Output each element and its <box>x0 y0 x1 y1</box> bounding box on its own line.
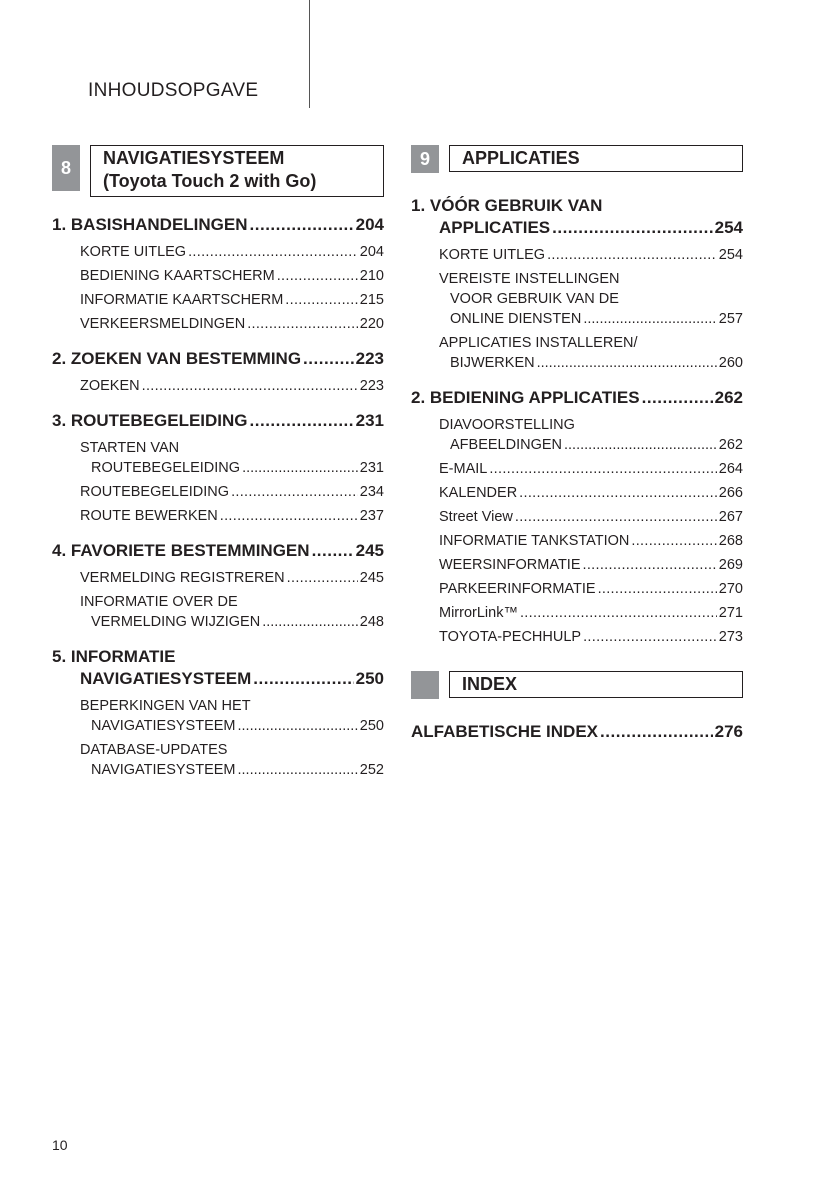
toc-chapter-basishandelingen[interactable] <box>52 214 384 236</box>
chapter-page: 245 <box>355 541 384 560</box>
page-number: 10 <box>52 1137 68 1153</box>
item-title: AFBEELDINGEN <box>450 437 562 453</box>
toc-chapter-zoeken-van-bestemming[interactable] <box>52 348 384 370</box>
item-page: 252 <box>359 762 384 778</box>
item-page: 257 <box>718 311 743 327</box>
toc-item-multiline[interactable] <box>439 333 743 373</box>
item-title: NAVIGATIESYSTEEM <box>91 762 236 778</box>
item-title-line1: INFORMATIE OVER DE <box>80 594 238 610</box>
item-page: 260 <box>718 355 743 371</box>
section-title-box[interactable] <box>449 145 743 172</box>
dot-leader <box>600 721 713 743</box>
dot-leader <box>242 458 358 478</box>
dot-leader <box>312 540 354 562</box>
section-number-badge: 9 <box>411 145 439 173</box>
item-title: ROUTEBEGELEIDING <box>91 460 241 476</box>
item-title-line1: VEREISTE INSTELLINGEN <box>439 271 620 287</box>
dot-leader <box>238 716 358 736</box>
toc-item-multiline[interactable] <box>80 592 384 632</box>
toc-column-left <box>52 145 384 780</box>
toc-chapter-informatie-navigatiesysteem[interactable] <box>52 646 384 690</box>
toc-chapter-alfabetische-index[interactable] <box>411 721 743 743</box>
toc-item[interactable] <box>439 627 743 647</box>
toc-item[interactable] <box>439 459 743 479</box>
chapter-page: 254 <box>714 218 743 237</box>
item-title-line1: DIAVOORSTELLING <box>439 417 575 433</box>
toc-item[interactable] <box>80 482 384 502</box>
item-title: E-MAIL <box>439 461 488 477</box>
dot-leader <box>598 579 717 599</box>
section-title: APPLICATIES <box>462 148 580 168</box>
toc-item-multiline[interactable] <box>439 415 743 455</box>
item-page: 245 <box>359 570 384 586</box>
item-title: BIJWERKEN <box>450 355 535 371</box>
item-page: 273 <box>718 629 743 645</box>
item-title: NAVIGATIESYSTEEM <box>91 718 236 734</box>
item-title: INFORMATIE KAARTSCHERM <box>80 292 284 308</box>
item-page: 271 <box>718 605 743 621</box>
chapter-title: ALFABETISCHE INDEX <box>411 722 599 741</box>
item-title: ROUTEBEGELEIDING <box>80 484 230 500</box>
chapter-title: 2. BEDIENING APPLICATIES <box>411 388 640 407</box>
chapter-title: 1. BASISHANDELINGEN <box>52 215 248 234</box>
section-number-badge-blank <box>411 671 439 699</box>
item-page: 231 <box>359 460 384 476</box>
dot-leader <box>262 612 358 632</box>
item-page: 210 <box>359 268 384 284</box>
dot-leader <box>220 506 358 526</box>
section-number-badge: 8 <box>52 145 80 191</box>
dot-leader <box>520 603 717 623</box>
toc-item-multiline[interactable] <box>80 438 384 478</box>
dot-leader <box>631 531 716 551</box>
toc-chapter-voor-gebruik-van-applicaties[interactable] <box>411 195 743 239</box>
dot-leader <box>515 507 717 527</box>
dot-leader <box>303 348 354 370</box>
chapter-title-line1: 5. INFORMATIE <box>52 647 176 666</box>
dot-leader <box>564 435 717 455</box>
toc-chapter-routebegeleiding[interactable] <box>52 410 384 432</box>
item-page: 266 <box>718 485 743 501</box>
section-title-line2: (Toyota Touch 2 with Go) <box>103 171 317 191</box>
chapter-page: 262 <box>714 388 743 407</box>
dot-leader <box>253 668 353 690</box>
item-page: 262 <box>718 437 743 453</box>
item-page: 268 <box>718 533 743 549</box>
toc-item[interactable] <box>439 555 743 575</box>
chapter-title: 3. ROUTEBEGELEIDING <box>52 411 248 430</box>
item-title: VERKEERSMELDINGEN <box>80 316 246 332</box>
item-title: KALENDER <box>439 485 518 501</box>
item-title: MirrorLink™ <box>439 605 518 621</box>
dot-leader <box>537 353 717 373</box>
item-title-line1: STARTEN VAN <box>80 440 180 456</box>
section-title-line1: NAVIGATIESYSTEEM <box>103 148 285 168</box>
page-title: INHOUDSOPGAVE <box>88 80 259 101</box>
chapter-title: 4. FAVORIETE BESTEMMINGEN <box>52 541 310 560</box>
section-header-9 <box>411 145 743 191</box>
item-page: 270 <box>718 581 743 597</box>
chapter-page: 223 <box>355 349 384 368</box>
item-page: 248 <box>359 614 384 630</box>
dot-leader <box>583 627 717 647</box>
toc-item-multiline[interactable] <box>80 740 384 780</box>
toc-item[interactable] <box>439 483 743 503</box>
item-title-line2: VOOR GEBRUIK VAN DE <box>450 291 619 307</box>
chapter-page: 250 <box>355 669 384 688</box>
toc-chapter-bediening-applicaties[interactable] <box>411 387 743 409</box>
item-title: VERMELDING REGISTREREN <box>80 570 285 586</box>
item-title: BEDIENING KAARTSCHERM <box>80 268 275 284</box>
header-divider-line <box>309 0 310 108</box>
item-page: 204 <box>359 244 384 260</box>
chapter-page: 276 <box>714 722 743 741</box>
dot-leader <box>231 482 358 502</box>
item-title-line1: BEPERKINGEN VAN HET <box>80 698 251 714</box>
toc-chapter-favoriete-bestemmingen[interactable] <box>52 540 384 562</box>
item-title: ONLINE DIENSTEN <box>450 311 582 327</box>
dot-leader <box>238 760 358 780</box>
item-page: 220 <box>359 316 384 332</box>
item-page: 254 <box>718 247 743 263</box>
toc-item[interactable] <box>439 603 743 623</box>
item-title-line1: DATABASE-UPDATES <box>80 742 228 758</box>
dot-leader <box>583 309 716 329</box>
item-title: ZOEKEN <box>80 378 140 394</box>
dot-leader <box>142 376 358 396</box>
item-page: 267 <box>718 509 743 525</box>
toc-item[interactable] <box>80 376 384 396</box>
dot-leader <box>250 410 354 432</box>
toc-item[interactable] <box>80 242 384 262</box>
section-header-8 <box>52 145 384 202</box>
item-title: Street View <box>439 509 513 525</box>
chapter-title: NAVIGATIESYSTEEM <box>80 669 252 688</box>
toc-column-right <box>411 145 743 743</box>
toc-item[interactable] <box>439 531 743 551</box>
dot-leader <box>247 314 358 334</box>
toc-item[interactable] <box>439 579 743 599</box>
dot-leader <box>250 214 354 236</box>
dot-leader <box>287 568 358 588</box>
item-page: 250 <box>359 718 384 734</box>
toc-item[interactable] <box>80 314 384 334</box>
section-title: INDEX <box>462 674 518 694</box>
item-title: WEERSINFORMATIE <box>439 557 581 573</box>
dot-leader <box>519 483 717 503</box>
item-page: 215 <box>359 292 384 308</box>
item-page: 264 <box>718 461 743 477</box>
dot-leader <box>489 459 716 479</box>
item-title: KORTE UITLEG <box>80 244 187 260</box>
item-title: INFORMATIE TANKSTATION <box>439 533 630 549</box>
toc-item[interactable] <box>80 290 384 310</box>
toc-item[interactable] <box>80 568 384 588</box>
item-page: 234 <box>359 484 384 500</box>
section-title-box[interactable] <box>449 671 743 698</box>
item-title: PARKEERINFORMATIE <box>439 581 596 597</box>
dot-leader <box>547 245 717 265</box>
chapter-page: 231 <box>355 411 384 430</box>
dot-leader <box>552 217 712 239</box>
chapter-page: 204 <box>355 215 384 234</box>
toc-item[interactable] <box>80 506 384 526</box>
toc-item[interactable] <box>80 266 384 286</box>
dot-leader <box>277 266 358 286</box>
item-page: 237 <box>359 508 384 524</box>
item-title: VERMELDING WIJZIGEN <box>91 614 261 630</box>
item-title: TOYOTA-PECHHULP <box>439 629 582 645</box>
dot-leader <box>285 290 358 310</box>
item-page: 223 <box>359 378 384 394</box>
chapter-title-line1: 1. VÓÓR GEBRUIK VAN <box>411 196 603 215</box>
dot-leader <box>188 242 358 262</box>
toc-item-multiline[interactable] <box>80 696 384 736</box>
chapter-title: 2. ZOEKEN VAN BESTEMMING <box>52 349 302 368</box>
dot-leader <box>642 387 713 409</box>
item-title-line1: APPLICATIES INSTALLEREN/ <box>439 335 638 351</box>
toc-item[interactable] <box>439 507 743 527</box>
toc-item[interactable] <box>439 245 743 265</box>
item-page: 269 <box>718 557 743 573</box>
dot-leader <box>583 555 717 575</box>
section-title-box[interactable] <box>90 145 384 197</box>
toc-item-multiline[interactable] <box>439 269 743 329</box>
item-title: KORTE UITLEG <box>439 247 546 263</box>
item-title: ROUTE BEWERKEN <box>80 508 218 524</box>
section-header-index <box>411 671 743 717</box>
chapter-title: APPLICATIES <box>439 218 551 237</box>
